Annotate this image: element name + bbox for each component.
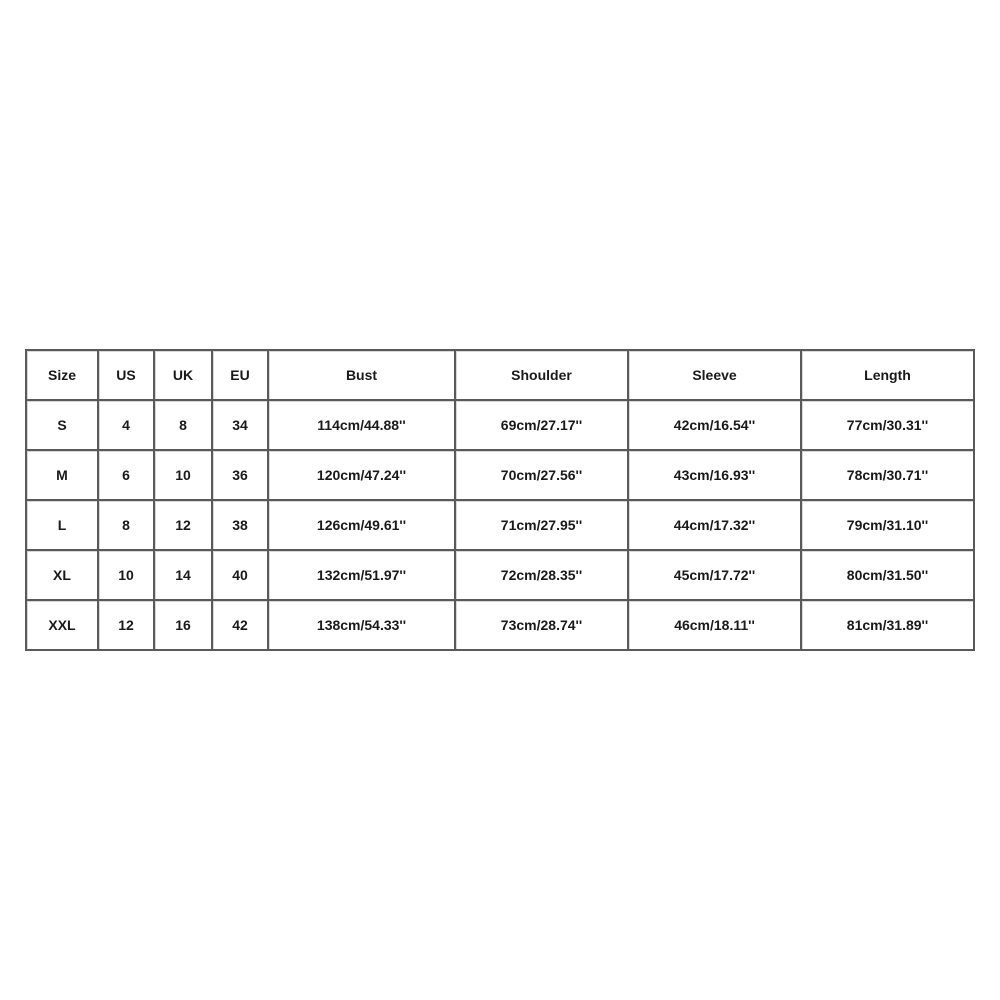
table-cell-eu: 36 [213, 451, 269, 501]
table-cell-shoulder: 69cm/27.17'' [456, 401, 629, 451]
header-cell-sleeve: Sleeve [629, 351, 802, 401]
table-cell-uk: 14 [155, 551, 213, 601]
table-cell-us: 8 [99, 501, 155, 551]
table-cell-shoulder: 70cm/27.56'' [456, 451, 629, 501]
header-cell-us: US [99, 351, 155, 401]
table-cell-uk: 12 [155, 501, 213, 551]
header-cell-shoulder: Shoulder [456, 351, 629, 401]
header-cell-uk: UK [155, 351, 213, 401]
table-cell-shoulder: 71cm/27.95'' [456, 501, 629, 551]
header-cell-bust: Bust [269, 351, 456, 401]
table-cell-sleeve: 44cm/17.32'' [629, 501, 802, 551]
table-cell-us: 12 [99, 601, 155, 651]
table-cell-uk: 16 [155, 601, 213, 651]
table-cell-size: M [27, 451, 99, 501]
table-header [27, 351, 975, 401]
header-cell-length: Length [802, 351, 975, 401]
table-cell-shoulder: 72cm/28.35'' [456, 551, 629, 601]
table-cell-bust: 120cm/47.24'' [269, 451, 456, 501]
header-row [27, 351, 975, 401]
table-cell-shoulder: 73cm/28.74'' [456, 601, 629, 651]
table-cell-uk: 10 [155, 451, 213, 501]
size-chart-table [25, 349, 975, 651]
table-cell-length: 78cm/30.71'' [802, 451, 975, 501]
table-cell-sleeve: 42cm/16.54'' [629, 401, 802, 451]
table-cell-bust: 126cm/49.61'' [269, 501, 456, 551]
table-cell-eu: 38 [213, 501, 269, 551]
table-cell-uk: 8 [155, 401, 213, 451]
table-cell-bust: 114cm/44.88'' [269, 401, 456, 451]
table-row [27, 601, 975, 651]
table-cell-eu: 34 [213, 401, 269, 451]
table-cell-us: 6 [99, 451, 155, 501]
table-cell-size: XL [27, 551, 99, 601]
header-cell-size: Size [27, 351, 99, 401]
table-cell-length: 80cm/31.50'' [802, 551, 975, 601]
table-cell-us: 4 [99, 401, 155, 451]
table-cell-bust: 132cm/51.97'' [269, 551, 456, 601]
table-row [27, 401, 975, 451]
header-cell-eu: EU [213, 351, 269, 401]
table-row [27, 451, 975, 501]
table-row [27, 551, 975, 601]
table-cell-size: S [27, 401, 99, 451]
table-cell-size: XXL [27, 601, 99, 651]
table-cell-size: L [27, 501, 99, 551]
table-row [27, 501, 975, 551]
table-cell-length: 79cm/31.10'' [802, 501, 975, 551]
table-cell-us: 10 [99, 551, 155, 601]
table-cell-sleeve: 43cm/16.93'' [629, 451, 802, 501]
table-cell-sleeve: 46cm/18.11'' [629, 601, 802, 651]
table-cell-bust: 138cm/54.33'' [269, 601, 456, 651]
table-cell-length: 77cm/30.31'' [802, 401, 975, 451]
table-cell-sleeve: 45cm/17.72'' [629, 551, 802, 601]
table-cell-eu: 42 [213, 601, 269, 651]
table-cell-eu: 40 [213, 551, 269, 601]
table-cell-length: 81cm/31.89'' [802, 601, 975, 651]
table-body [27, 401, 975, 651]
